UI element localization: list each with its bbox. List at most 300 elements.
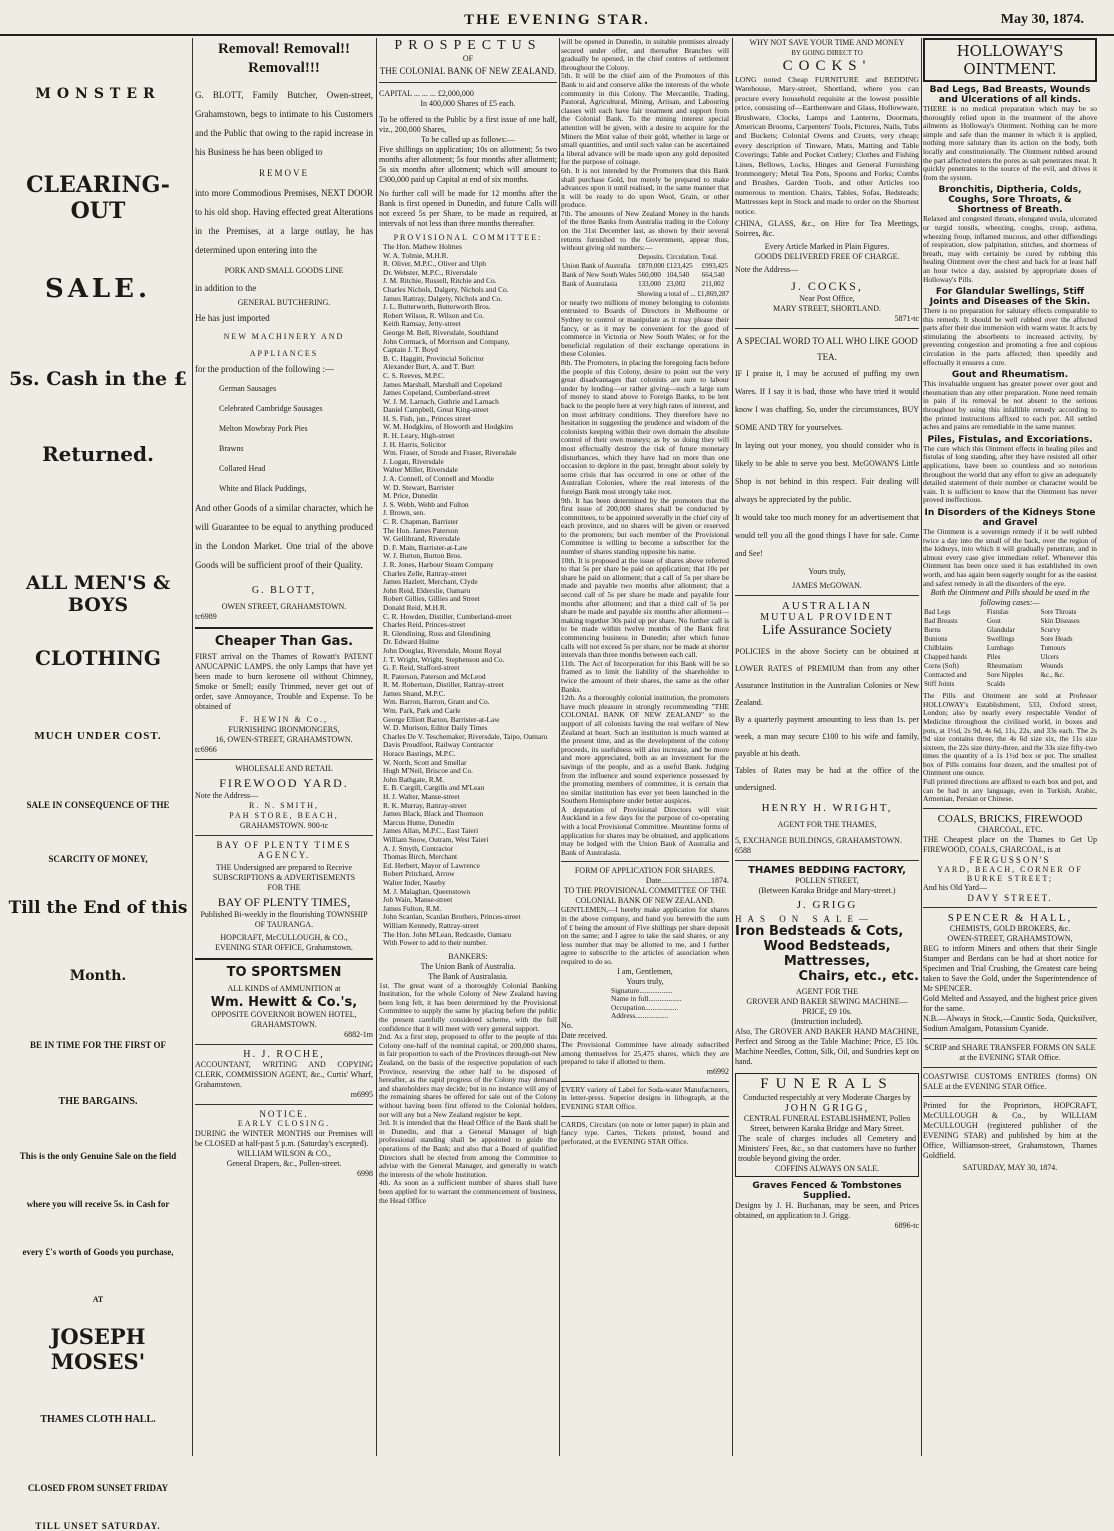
signature-field: Occupation.................. bbox=[611, 1002, 679, 1012]
ad-line: every £'s worth of Goods you purchase, bbox=[22, 1247, 174, 1257]
divider bbox=[195, 1044, 373, 1045]
list-item: Keith Ramsay, Jetty-street bbox=[383, 319, 461, 329]
column-rule bbox=[732, 38, 733, 1456]
life-body: Tables of Rates may be had at the office of the undersigned. bbox=[735, 766, 919, 793]
roche-name: H. J. ROCHE, bbox=[243, 1049, 325, 1060]
blott-other: And other Goods of a similar character, which he will Guarantee to be equal to anything produced in the London Market. One trial of the above Goods will be sufficient proof of their Quality. bbox=[195, 503, 373, 570]
list-item: J. A. Connell, of Connell and Moodie bbox=[383, 474, 495, 484]
scale-line: The scale of charges includes all Cemetery and Ministers' Fees, &c., so that customers have no further trouble beyond giving the order. bbox=[738, 1134, 916, 1164]
list-item: James Black, Black and Thomson bbox=[383, 809, 484, 819]
shares-line: In 400,000 Shares of £5 each. bbox=[420, 99, 516, 108]
form-no: No. bbox=[561, 1020, 573, 1030]
column-6 bbox=[923, 38, 1097, 1456]
list-item: Robert Gillies, Gillies and Street bbox=[383, 594, 480, 604]
list-item: J. M. Ritchie, Russell, Ritchie and Co. bbox=[383, 276, 497, 286]
column-rule bbox=[921, 38, 922, 1456]
printer-imprint: Printed for the Proprietors, HOPCRAFT, McCULLOUGH & Co., by WILLIAM McCULLOUGH (registered publisher of the EVENING STAR) and published by him at the Office, Williamson-street, Grahamstown, Thames Goldfield. bbox=[923, 1100, 1097, 1160]
cocks-near: Near Post Office, bbox=[799, 294, 855, 304]
holloway-subhead: Gout and Rheumatism. bbox=[951, 370, 1069, 381]
ad-heading: JOSEPH MOSES' bbox=[50, 1324, 146, 1374]
list-item: Robert Pritchard, Arrow bbox=[383, 869, 455, 879]
early-closing: EARLY CLOSING. bbox=[237, 1119, 331, 1128]
committee-heading: PROVISIONAL COMMITTEE: bbox=[393, 233, 543, 242]
list-item: John Bathgate, R.M. bbox=[383, 774, 444, 784]
table-cell: Gout bbox=[986, 617, 1001, 626]
cocks-china: CHINA, GLASS, &c., on Hire for Tea Meetings, Soirees, &c. bbox=[735, 219, 919, 239]
list-item: C. R. Howden, Distiller, Cumberland-street bbox=[383, 611, 512, 621]
coals-heading: COALS, BRICKS, FIREWOOD bbox=[937, 812, 1083, 825]
list-item: Charles Reid, Princes-street bbox=[383, 620, 466, 630]
life-body: By a quarterly payment amounting to less than 1s. per week, a man may secure £100 to his wife and family, payable at his death. bbox=[735, 715, 919, 759]
table-header-cell: Circulation. bbox=[666, 252, 700, 261]
ammo-line: ALL KINDS of AMMUNITION at bbox=[227, 984, 341, 993]
owenst-line: OWEN-STREET, GRAHAMSTOWN, bbox=[947, 933, 1073, 943]
cocks-goods: GOODS DELIVERED FREE OF CHARGE. bbox=[754, 252, 900, 262]
masthead bbox=[0, 10, 1114, 36]
machinery-line: NEW MACHINERY AND bbox=[223, 332, 345, 341]
table-cell: 560,000 bbox=[638, 270, 661, 279]
column-moses-sale bbox=[6, 38, 190, 1531]
ad-line: THE BARGAINS. bbox=[58, 1096, 138, 1107]
list-item: White and Black Puddings, bbox=[219, 484, 307, 493]
signature-field: Signature.................. bbox=[611, 985, 673, 995]
list-item: Alexander Burt, A. and T. Burt bbox=[383, 362, 475, 372]
table-header-cell bbox=[561, 253, 637, 262]
table-row bbox=[923, 644, 1097, 653]
ad-line: BE IN TIME FOR THE FIRST OF bbox=[29, 1040, 167, 1050]
list-item: R. Paterson, Paterson and McLeod bbox=[383, 671, 486, 681]
table-row bbox=[561, 280, 729, 289]
divider bbox=[923, 1096, 1097, 1097]
list-item: J. Brown, sen. bbox=[383, 508, 426, 518]
list-item: D. F. Main, Barrister-at-Law bbox=[383, 542, 468, 552]
ad-heading: MONSTER bbox=[35, 86, 161, 102]
table-cell: Sore Heads bbox=[1040, 635, 1073, 644]
fergusson-name: FERGUSSON'S bbox=[969, 854, 1051, 865]
prospectus-body: To be offered to the Public by a first issue of one half, viz., 200,000 Shares, bbox=[379, 115, 557, 134]
list-item: James Copeland, Cumberland-street bbox=[383, 388, 490, 398]
table-row bbox=[923, 617, 1097, 626]
list-item: C. R. Chapman, Barrister bbox=[383, 517, 459, 526]
form-body: GENTLEMEN,—I hereby make application for shares in the above company, and hand you herewith the sum of £ being the amount of Five shillings per share deposit on the same; and I agree to take the said shares, or any less number that may be allotted to me, and I further agree to subscribe to the articles of association when required to do so. bbox=[561, 905, 729, 966]
holloway-body: Relaxed and congested throats, elongated uvula, ulcerated or turgid tonsils, wheezing, coughs, croup, asthma, wheezing froup, inflamed mucous, and other diffiendings of respiration, slow palpitation, stitches, and shortness of breath, may with certainty be cured by rubbing this healing Ointment over the chest and back for at least half an hour twice a day, assisted by appropriate doses of Holloway's Pills. bbox=[923, 214, 1097, 284]
graves-heading: Graves Fenced & Tombstones Supplied. bbox=[752, 1181, 902, 1202]
prospectus-point: 5th. It will be the chief aim of the Promoters of this Bank to aid and conserve alike the interests of the whole community in this Colony. The Mercantile, Trading, Pastoral, Agricultural, Mining, Artisan, and Labouring classes will each have fair treatment and support from the Colonial Bank. To the mining interest special attention will be given, with a desire to acquire for the Miners the Mint value of their gold, whether in large or small quantities, and until such value can be ascertained a liberal advance will be made upon any gold deposited for the purpose of coinage. bbox=[561, 71, 729, 167]
list-item: George M. Bell, Riversdale, Southland bbox=[383, 327, 499, 337]
mattress-line: Mattresses, bbox=[783, 954, 871, 970]
divider bbox=[735, 328, 919, 329]
list-item: R. H. Leary, High-street bbox=[383, 431, 455, 441]
list-item: Thomas Birch, Merchant bbox=[383, 852, 458, 862]
list-item: James Rattray, Dalgety, Nichols and Co. bbox=[383, 293, 503, 303]
table-cell: Corns (Soft) bbox=[924, 662, 959, 671]
sportsmen-heading: TO SPORTSMEN bbox=[226, 965, 342, 980]
central-line: CENTRAL FUNERAL ESTABLISHMENT, Pollen Street, between Karaka Bridge and Mary Street. bbox=[743, 1114, 911, 1134]
jcocks-name: J. COCKS, bbox=[791, 279, 863, 294]
table-row bbox=[923, 662, 1097, 671]
also-line: Also, The GROVER AND BAKER HAND MACHINE, Perfect and Strong as the Table Machine; Price, £5 10s. Machine Needles, Cotton, Silk, Oil, and Sundries kept on hand. bbox=[735, 1027, 919, 1067]
ad-code: m6992 bbox=[706, 1066, 729, 1076]
table-cell: Stiff Joints bbox=[924, 680, 955, 689]
ad-line: CLOSED FROM SUNSET FRIDAY bbox=[27, 1483, 169, 1493]
list-item: Robert Wilson, R. Wilson and Co. bbox=[383, 310, 484, 320]
column-rule bbox=[192, 38, 193, 1456]
blott-signature: G. BLOTT, bbox=[251, 585, 317, 596]
table-cell: Skin Diseases bbox=[1040, 617, 1080, 626]
evening-star-office: EVENING STAR OFFICE, Grahamstown. bbox=[215, 943, 353, 952]
ad-heading: Till the End of this bbox=[8, 898, 188, 918]
list-item: Donald Reid, M.H.R. bbox=[383, 602, 447, 612]
signature-field: Address.................. bbox=[611, 1011, 669, 1021]
hewitt-name: Wm. Hewitt & Co.'s, bbox=[210, 995, 358, 1010]
list-item: A. J. Smyth, Contractor bbox=[383, 843, 454, 853]
chairs-line: Chairs, etc., etc. bbox=[798, 969, 919, 985]
list-item: William Snow, Outram, West Taieri bbox=[383, 834, 489, 844]
wright-agent: AGENT FOR THE THAMES, bbox=[777, 820, 877, 830]
deposits-total: Showing a total of ... £1,869,287 bbox=[637, 289, 729, 298]
holloway-subhead: Piles, Fistulas, and Excoriations. bbox=[927, 434, 1093, 445]
smith-name: R. N. SMITH, bbox=[248, 801, 319, 810]
tea-yours: Yours truly, bbox=[808, 567, 846, 577]
divider bbox=[561, 861, 729, 862]
list-item: James Hazlett, Merchant, Clyde bbox=[383, 577, 478, 587]
bay-biweekly: Published Bi-weekly in the flourishing TOWNSHIP OF TAURANGA. bbox=[200, 910, 368, 929]
table-cell: Fistulas bbox=[986, 608, 1009, 617]
paper-title: THE EVENING STAR. bbox=[464, 12, 650, 28]
hewin-name: F. HEWIN & Co., bbox=[239, 715, 329, 724]
ad-code: m6995 bbox=[350, 1090, 373, 1099]
wholesale-line: WHOLESALE AND RETAIL bbox=[235, 764, 333, 773]
cocks-body: LONG noted Cheap FURNITURE and BEDDING Warehouse, Mary-street, Shortland, where you can procure every household requisite at the lowest possible price, consisting of—Earthenware and Glass, Hollowware, Brushware, Clocks, Lamps and Lanterns, Doormats, American Brooms, Carpenters' Tools, Pictures, Nails, Tubs and Buckets; Colonial Ovens and Cruets, very cheap; every description of Tinware, Mats, Matting and Table Coverings; Table and Pocket Cutlery; Clothes and Fishing Lines, Bellows, Locks, Hinges and General Furnishing Ironmongery; Metal Tea Pots, Spoons and Forks; Combs and Brushes, Garden Tools, and other Articles too numerous to mention. Chairs, Tables, Sofas, Bedsteads; Mattresses kept in Stock and made to order on the Shortest notice. bbox=[735, 75, 919, 216]
list-item: James Marshall, Marshall and Copeland bbox=[383, 379, 502, 389]
list-item: R. M. Robertson, Distiller, Rattray-street bbox=[383, 680, 504, 690]
blott-body: G. BLOTT, Family Butcher, Owen-street, Grahamstown, begs to intimate to his Customers and the Public that owing to the rapid increase in his Business he has been obliged to bbox=[195, 90, 373, 157]
mcgowan-name: JAMES McGOWAN. bbox=[792, 581, 862, 591]
capital-line: CAPITAL ... ... ... £2,000,000 bbox=[379, 89, 474, 98]
funerals-box bbox=[735, 1073, 919, 1177]
notice-heading: NOTICE. bbox=[259, 1109, 309, 1119]
spencer-gold: Gold Melted and Assayed, and the highest price given for the same. bbox=[923, 993, 1097, 1013]
note-address: Note the Address— bbox=[195, 791, 259, 800]
divider bbox=[735, 595, 919, 596]
charcoal-line: CHARCOAL, ETC. bbox=[977, 824, 1043, 834]
bankers-name: The Union Bank of Australia. bbox=[420, 961, 516, 971]
table-cell: Sore Throats bbox=[1040, 608, 1077, 617]
list-item: James Fulton, R.M. bbox=[383, 903, 442, 913]
holloway-subhead: Bronchitis, Diptheria, Colds, Coughs, Sore Throats, & Shortness of Breath. bbox=[938, 185, 1082, 216]
ad-heading: SALE. bbox=[44, 274, 152, 304]
ad-line: TILL UNSET SATURDAY. bbox=[35, 1521, 161, 1531]
blott-address: OWEN STREET, GRAHAMSTOWN. bbox=[221, 602, 347, 611]
cocks-mary: MARY STREET, SHORTLAND. bbox=[773, 304, 881, 314]
table-cell: Rheumatism bbox=[986, 662, 1023, 671]
ad-code: 5871-tc bbox=[894, 314, 919, 324]
prospectus-point: A deputation of Provisional Directors will visit Auckland in a few days for the purpose of co-operating with a local Provisional Committee. Meantime forms of application for shares may be obtained, and applications may be lodged with the Union Bank of Australia and Bank of Australasia. bbox=[561, 804, 729, 857]
list-item: John Cormack, of Morrison and Company, bbox=[383, 336, 510, 346]
column-rule bbox=[376, 38, 377, 1456]
table-cell: 23,002 bbox=[666, 279, 686, 288]
ad-code: tc6989 bbox=[195, 612, 217, 621]
bay-body: THE Undersigned are prepared to Receive SUBSCRIPTIONS & ADVERTISEMENTS bbox=[212, 863, 356, 882]
ad-line: AT bbox=[92, 1295, 104, 1304]
tea-body: It would take too much money for an advertisement that would tell you all the good things I have for sale. Come and See! bbox=[735, 513, 919, 559]
list-item: Davis Proudfoot, Railway Contractor bbox=[383, 740, 494, 750]
table-row bbox=[923, 608, 1097, 617]
list-item: The Hon. James Paterson bbox=[383, 525, 459, 535]
deposits-table bbox=[561, 253, 729, 289]
ad-heading: 5s. Cash in the £ bbox=[9, 368, 187, 390]
table-header-cell: Deposits. bbox=[638, 252, 665, 261]
list-item: Collared Head bbox=[219, 464, 266, 473]
list-item: R. K. Murray, Rattray-street bbox=[383, 800, 467, 810]
general-line: GENERAL BUTCHERING. bbox=[237, 298, 331, 307]
list-item: C. S. Reeves, M.P.C. bbox=[383, 370, 445, 380]
wilson-trade: General Drapers, &c., Pollen-street. bbox=[226, 1159, 342, 1168]
why-heading: WHY NOT SAVE YOUR TIME AND MONEY bbox=[749, 38, 905, 47]
list-item: George Elliott Barton, Barrister-at-Law bbox=[383, 714, 500, 724]
cheaper-heading: Cheaper Than Gas. bbox=[214, 634, 354, 649]
hewin-trade: FURNISHING IRONMONGERS, bbox=[228, 725, 340, 734]
ad-code: 6998 bbox=[357, 1169, 373, 1178]
table-cell: Chapped hands bbox=[924, 653, 967, 662]
list-item: Job Wain, Manse-street bbox=[383, 895, 453, 905]
list-item: Melton Mowbray Pork Pies bbox=[219, 424, 308, 433]
list-item: J. H. Harris, Solicitor bbox=[383, 439, 447, 449]
divider bbox=[561, 1116, 729, 1117]
grigg-name: J. GRIGG bbox=[796, 899, 858, 912]
mutual-heading: MUTUAL PROVIDENT bbox=[760, 612, 894, 624]
cocks-heading: COCKS' bbox=[782, 58, 872, 74]
signature-field: Name in full.................. bbox=[611, 994, 682, 1004]
blott-body-2: into more Commodious Premises, NEXT DOOR to his old shop. Having effected great Alterations in the Premises, at a large outlay, he has determined upon entering into the bbox=[195, 188, 373, 255]
tea-body: In laying out your money, you should consider who is likely to be able to serve you best. McGOWAN'S Little Shop is not behind in this respect. Fair dealing will always be appreciated by the public. bbox=[735, 441, 919, 505]
designs-line: Designs by J. H. Buchanan, may be seen, and Prices obtained, on application to J. Grigg. bbox=[735, 1201, 919, 1221]
yard-line: YARD, BEACH, CORNER OF BURKE STREET; bbox=[937, 864, 1083, 883]
tea-body: IF I praise it, I may be accused of puffing my own Wares. If I say it is bad, those who have tried it would know I was chaffing. So, under the circumstances, BUY SOME AND TRY for yourselves. bbox=[735, 369, 919, 433]
column-3 bbox=[379, 38, 557, 1456]
list-item: G. F. Reid, Stafford-street bbox=[383, 663, 460, 673]
prospectus-point: 9th. It has been determined by the promoters that the first issue of 200,000 shares shall be conducted by committees, to be appointed severally in the chief city of each province, and no shares will be given or reserved to the promoters; but each member of the Provisional Committee is willing to become a subscriber for the number of shares standing opposite his name. bbox=[561, 495, 729, 557]
prospectus-point: 10th. It is proposed at the issue of shares above referred to that 5s per share be paid on application; that 10s per share be paid on allotment; that a call of 5s per share be made and payable two months after allotment; that a second call of 5s per share be made and payable four months after allotment; and that a third call of 5s per share be made and payable six months after allotment—making together 30s paid up per share. No further call is to be made within twelve months of the Bank first commencing business in Dunedin; after which future calls will not exceed 5s per share, nor be made at shorter intervals than three months between each call. bbox=[561, 555, 729, 660]
table-row bbox=[923, 626, 1097, 635]
wright-address: 5, EXCHANGE BUILDINGS, GRAHAMSTOWN. bbox=[735, 836, 902, 846]
table-cell: 664,540 bbox=[701, 270, 725, 279]
prospectus-body: Five shillings on application; 10s on allotment; 5s two months after allotment; 5s four months after allotment; 5s six months after allotment; which will amount to £300,000 paid up Capital at end of six months. bbox=[379, 145, 557, 184]
divider bbox=[923, 907, 1097, 908]
early-body: DURING the WINTER MONTHS our Premises will be CLOSED at half-past 5 p.m. (Saturday's excepted). bbox=[195, 1129, 373, 1148]
table-cell: 104,540 bbox=[666, 270, 690, 279]
spencer-body: BEG to inform Miners and others that their Single Stamper and Berdans can be had at short notice for Specimen and Trial Crushing, the Greatest care being taken to Save the Gold, under the Superintendence of Mr SPENCER. bbox=[923, 943, 1097, 993]
table-cell: Tumours bbox=[1040, 644, 1066, 653]
production-line: for the production of the following :— bbox=[195, 364, 334, 374]
ad-line: MUCH UNDER COST. bbox=[34, 730, 162, 742]
table-cell: Union Bank of Australia bbox=[562, 261, 631, 270]
coffins-line: COFFINS ALWAYS ON SALE. bbox=[774, 1164, 880, 1174]
bankers-heading: BANKERS: bbox=[448, 951, 488, 961]
appliances-line: APPLIANCES bbox=[249, 349, 319, 358]
funerals-conducted: Conducted respectably at very Moderate Charges by bbox=[743, 1093, 911, 1103]
bankers-name: The Bank of Australasia. bbox=[428, 971, 508, 981]
list-item: E. B. Cargill, Cargills and M'Lean bbox=[383, 783, 485, 793]
john-grigg-name: JOHN GRIGG, bbox=[784, 1103, 870, 1115]
bay-heading: BAY OF PLENTY TIMES AGENCY. bbox=[216, 840, 352, 860]
prospectus-point: 4th. As soon as a sufficient number of shares shall have been applied for to warrant the commencement of business, the Head Office bbox=[379, 1178, 557, 1205]
ad-line: THAMES CLOTH HALL. bbox=[40, 1414, 156, 1425]
table-cell: Lumbago bbox=[986, 644, 1014, 653]
list-item: Celebrated Cambridge Sausages bbox=[219, 404, 323, 413]
davy-line: DAVY STREET. bbox=[967, 892, 1053, 903]
column-4 bbox=[561, 38, 729, 1456]
table-cell: Chilblains bbox=[924, 644, 953, 653]
table-row bbox=[923, 671, 1097, 680]
divider bbox=[561, 1081, 729, 1082]
bygoing-line: BY GOING DIRECT TO bbox=[791, 49, 863, 57]
column-2 bbox=[195, 38, 373, 1456]
holloway-subhead: For Glandular Swellings, Stiff Joints and Diseases of the Skin. bbox=[929, 287, 1091, 308]
table-cell: Scurvy bbox=[1040, 626, 1061, 635]
list-item: The Hon. John M'Lean, Redcastle, Oamaru bbox=[383, 929, 512, 939]
bay-times: BAY OF PLENTY TIMES, bbox=[217, 895, 351, 909]
table-cell: 211,002 bbox=[701, 279, 725, 288]
list-item: Brawns bbox=[219, 444, 244, 453]
divider bbox=[195, 835, 373, 836]
table-cell: Bunions bbox=[924, 635, 948, 644]
life-body: POLICIES in the above Society can be obtained at LOWER RATES of PREMIUM than from any other Assurance Institution in the Australian Colonies or New Zealand. bbox=[735, 647, 919, 708]
roche-body: ACCOUNTANT, WRITING AND COPYING CLERK, COMMISSION AGENT, &c., Curtis' Wharf, Grahamstown. bbox=[195, 1060, 373, 1089]
list-item: Dr. Webster, M.P.C., Riversdale bbox=[383, 267, 478, 277]
signature-fields bbox=[561, 987, 729, 1021]
table-cell: 133,000 bbox=[638, 279, 661, 288]
holloway-body: The cure which this Ointment effects in healing piles and fistulas of long standing, after they have resisted all other applications, have been so countless and so notorious throughout the world that any effort to give an adequately detailed statement of their number or character would be vain. It is sufficient to know that the Ointment has never proved ineffectious. bbox=[923, 443, 1097, 505]
hopcraft-name: HOPCRAFT, McCULLOUGH, & CO., bbox=[220, 933, 348, 942]
ad-line: SCARCITY OF MONEY, bbox=[48, 854, 148, 864]
bank-name: THE COLONIAL BANK OF NEW ZEALAND. bbox=[379, 66, 557, 76]
list-item: J. S. Webb, Webb and Fulton bbox=[383, 499, 469, 509]
list-item: R. Glendining, Ross and Glendining bbox=[383, 628, 491, 638]
list-item: Charles De V. Teschemaker, Riversdale, Taipo, Oamaru bbox=[383, 731, 548, 741]
imprint-date: SATURDAY, MAY 30, 1874. bbox=[962, 1162, 1058, 1172]
list-item: H. J. Walter, Manse-street bbox=[383, 792, 460, 801]
list-item: Wm. Barron, Barron, Grant and Co. bbox=[383, 697, 490, 707]
list-item: W. Gellibrand, Riversdale bbox=[383, 534, 460, 544]
cards-ad: CARDS, Circulars (on note or letter paper) in plain and fancy type. Cartes, Tickets printed, bound and perforated, at the EVENING STAR Office. bbox=[561, 1119, 729, 1146]
table-cell bbox=[1040, 680, 1097, 689]
ad-code: 6588 bbox=[735, 846, 751, 856]
prospectus-point: 3rd. It is intended that the Head Office of the Bank shall be in Dunedin, and that a General Manager of high professional standing shall be appointed to guide the operations of the Bank; and also that a Board of qualified Directors shall be elected from among the Committee to advise with the General Manager, and generally to watch the interests of the whole Institution. bbox=[379, 1118, 557, 1179]
pollen-street: POLLEN STREET, bbox=[795, 876, 859, 886]
pork-line: PORK AND SMALL GOODS LINE bbox=[224, 266, 344, 275]
coastwise-ad: COASTWISE CUSTOMS ENTRIES (forms) ON SALE at the EVENING STAR Office. bbox=[923, 1071, 1097, 1091]
addition-line: in addition to the bbox=[195, 283, 257, 293]
divider bbox=[195, 759, 373, 760]
list-item: Charles Zelle, Rattray-street bbox=[383, 568, 467, 578]
prospectus-heading: PROSPECTUS bbox=[394, 38, 542, 53]
ad-heading: CLOTHING bbox=[35, 646, 161, 670]
form-to: TO THE PROVISIONAL COMMITTEE OF THE COLONIAL BANK OF NEW ZEALAND. bbox=[563, 886, 727, 906]
holloway-body: The Ointment is a sovereign remedy if it be well rubbed twice a day into the small of the back, over the region of the kidneys, into which it will gradually penetrate, and in almost every case give immediate relief. Whenever this Ointment has been once used it has established its own worth, and has again been eagerly sought for as the easiest and safest remedy in all the disorders of the eye. bbox=[923, 526, 1097, 588]
prospectus-of: OF bbox=[462, 54, 474, 63]
table-header-row bbox=[561, 253, 729, 262]
table-cell: £993,425 bbox=[701, 261, 728, 270]
table-cell: Contracted and bbox=[924, 671, 967, 680]
list-item: Marcus Hume, Dunedin bbox=[383, 817, 455, 827]
list-item: With Power to add to their number. bbox=[383, 938, 488, 948]
ad-line: This is the only Genuine Sale on the field bbox=[19, 1151, 177, 1161]
list-item: William Kennedy, Rattray-street bbox=[383, 920, 479, 930]
table-cell: Bad Breasts bbox=[924, 617, 958, 626]
divider bbox=[379, 82, 557, 83]
form-heading: FORM OF APPLICATION FOR SHARES. bbox=[574, 866, 716, 876]
list-item: Charles Nichols, Dalgety, Nichols and Co. bbox=[383, 284, 509, 294]
form-closing: Yours truly, bbox=[626, 976, 664, 986]
instruction-line: (Instruction included). bbox=[791, 1017, 863, 1027]
divider bbox=[195, 627, 373, 629]
cheapest-line: THE Cheapest place on the Thames to Get Up FIREWOOD, COALS, CHARCOAL, is at bbox=[923, 834, 1097, 854]
labels-ad: EVERY variety of Label for Soda-water Manufacturers, in letter-press. Superior designs in lithograph, at the EVENING STAR Office. bbox=[561, 1084, 729, 1111]
table-row bbox=[561, 262, 729, 271]
spencer-nb: N.B.—Always in Stock,—Caustic Soda, Quicksilver, Sodium Amalgam, Potassium Cyanide. bbox=[923, 1013, 1097, 1033]
prospectus-point: 1st. The great want of a thoroughly Colonial Banking Institution, for the whole Colony of New Zealand having been long felt, it has been determined by the Provisional Committee to supply the same by placing before the public the present carefully considered scheme, with the full confidence that it will meet with very general support. bbox=[379, 980, 557, 1033]
holloway-body: THERE is no medical preparation which may be so thoroughly relied upon in the treatment of the above ailments as Holloway's Ointment. Nothing can be more simple and safe than the manner in which it is applied, nothing more salutary than its action on the body, both locally and constitutionally. The Ointment rubbed around the part affected enters the pores as salt penetrates meat. It quickly penetrates to the source of the evil, and drives it from the system. bbox=[923, 104, 1097, 182]
wood-line: Wood Bedsteads, bbox=[763, 939, 891, 955]
holloway-body: Full printed directions are affixed to each box and pot, and can be had in any language, even in Turkish, Arabic, Armenian, Persian or Chinese. bbox=[923, 777, 1097, 804]
table-row bbox=[561, 271, 729, 280]
list-item: Horace Bastings, M.P.C. bbox=[383, 749, 456, 759]
list-item: Wm. Park, Park and Carle bbox=[383, 706, 461, 716]
prospectus-point: 7th. The amounts of New Zealand Money in the hands of the three Banks from Australia trading in the Colony on the 31st December last, as shown by their several returns furnished to the Government, appear thus, without giving old numbers:— bbox=[561, 208, 729, 253]
grover-line: GROVER AND BAKER SEWING MACHINE—PRICE, £9 10s. bbox=[746, 997, 908, 1017]
holloway-body: This invaluable unguent has greater power over gout and rheumatism than any other preparation. None need remain in pain if its removal be not absent to the serious throughout by using this infallible remedy according to the printed instructions affixed to each pot. All settled aches and pains are remediable in the same manner. bbox=[923, 379, 1097, 432]
product-list bbox=[195, 379, 373, 499]
note-address: Note the Address— bbox=[735, 265, 799, 275]
list-item: Daniel Campbell, Great King-street bbox=[383, 405, 489, 415]
life-heading: Life Assurance Society bbox=[762, 623, 892, 639]
hason-line: HAS ON SALE— bbox=[735, 914, 875, 925]
list-item: W. M. Hodgkins, of Howorth and Hodgkins bbox=[383, 422, 514, 432]
table-cell: Burns bbox=[924, 626, 941, 635]
list-item: W. D. Stewart, Barrister bbox=[383, 482, 455, 492]
ad-line: SALE IN CONSEQUENCE OF THE bbox=[26, 800, 170, 810]
table-cell: Glandular bbox=[986, 626, 1015, 635]
table-row bbox=[923, 680, 1097, 689]
ad-code: tc6966 bbox=[195, 745, 217, 754]
ad-heading: CLEARING-OUT bbox=[26, 172, 170, 224]
holloway-body: The Pills and Ointment are sold at Professor HOLLOWAY's Establishment, 533, Oxford street, London; also by nearly every respectable Vendor of Medicine throughout the civilised world, in boxes and pots, at 1½d, 2s 9d, 4s 6d, 11s, 22s, and 33s each. The 2s 9d size contains three, the 4s 6d size six, the 11s size sixteen, the 22s size thirty-three, and the 33s size fifty-two times the quantity of a 1s 1½d box or pot. The smallest box of Pills contains four dozen, and the smallest pot of Ointment one ounce. bbox=[923, 691, 1097, 778]
table-header-cell: Total. bbox=[701, 252, 718, 261]
prospectus-point: 11th. The Act of Incorporation for this Bank will be so framed as to limit the liability of the shareholder to twice the amount of their shares, the same as the other Banks. bbox=[561, 658, 729, 694]
list-item: H. S. Fish, jun., Princes street bbox=[383, 413, 471, 423]
prospectus-point: 2nd. As a first step, proposed to offer to the people of this Colony one-half of the nominal capital, or 200,000 shares, in fair proportion to each of the Provinces through-out New Zealand, on the basis of the respective population of each Province, reserving the other half to be disposed of hereafter, as the rapid progress of the Colony may demand and shareholders may decide; but in no instance will any of the remaining shares be offered for sale out of the Colony without having been first offered to the Colonial holders, nor will any but a New Zealand register be kept. bbox=[379, 1032, 557, 1119]
list-item: James Shand, M.P.C. bbox=[383, 688, 446, 698]
list-item: John Scanlan, Scanlan Brothers, Princes-street bbox=[383, 912, 521, 922]
list-item: John Douglas, Riversdale, Mount Royal bbox=[383, 645, 502, 655]
prospectus-body: To be called up as follows:— bbox=[421, 135, 515, 144]
ad-heading: ALL MEN'S & BOYS bbox=[25, 572, 171, 616]
table-cell: Sore Nipples bbox=[986, 671, 1024, 680]
list-item: M. Price, Dunedin bbox=[383, 491, 438, 501]
wright-name: HENRY H. WRIGHT, bbox=[761, 802, 893, 815]
list-item: Wm. Fraser, of Strode and Fraser, Riversdale bbox=[383, 448, 517, 458]
list-item: J. Logan, Riversdale bbox=[383, 456, 444, 466]
list-item: R. Oliver, M.P.C., Oliver and Ulph bbox=[383, 259, 486, 269]
prospectus-point: 12th. As a thoroughly colonial institution, the promoters have much pleasure in strongly recommending "THE COLONIAL BANK OF NEW ZEALAND" to the support of all colonists having the real welfare of New Zealand at heart. Such an institution is much wanted at the present time, and as the development of the colony proceeds, its usefulness will also increase, and be more and more appreciated, both as an investment for the savings of the people, and as a useful Bank. Judging from the influence and sound experience possessed by the promoting members of committee, it is certain that no similar institution has ever yet been launched in the Southern Hemisphere under better auspices. bbox=[561, 693, 729, 806]
australian-heading: AUSTRALIAN bbox=[781, 600, 873, 613]
prospectus-point: will be opened in Dunedin, in suitable premises already secured under offer, and thereafter Branches will gradually be opened, in the chief centres of settlement throughout the Colony. bbox=[561, 37, 729, 72]
between-line: (Between Karaka Bridge and Mary-street.) bbox=[758, 886, 896, 896]
imported-line: He has just imported bbox=[195, 313, 270, 323]
form-closing: I am, Gentlemen, bbox=[617, 966, 673, 976]
list-item: Captain J. T. Boyd bbox=[383, 345, 438, 355]
